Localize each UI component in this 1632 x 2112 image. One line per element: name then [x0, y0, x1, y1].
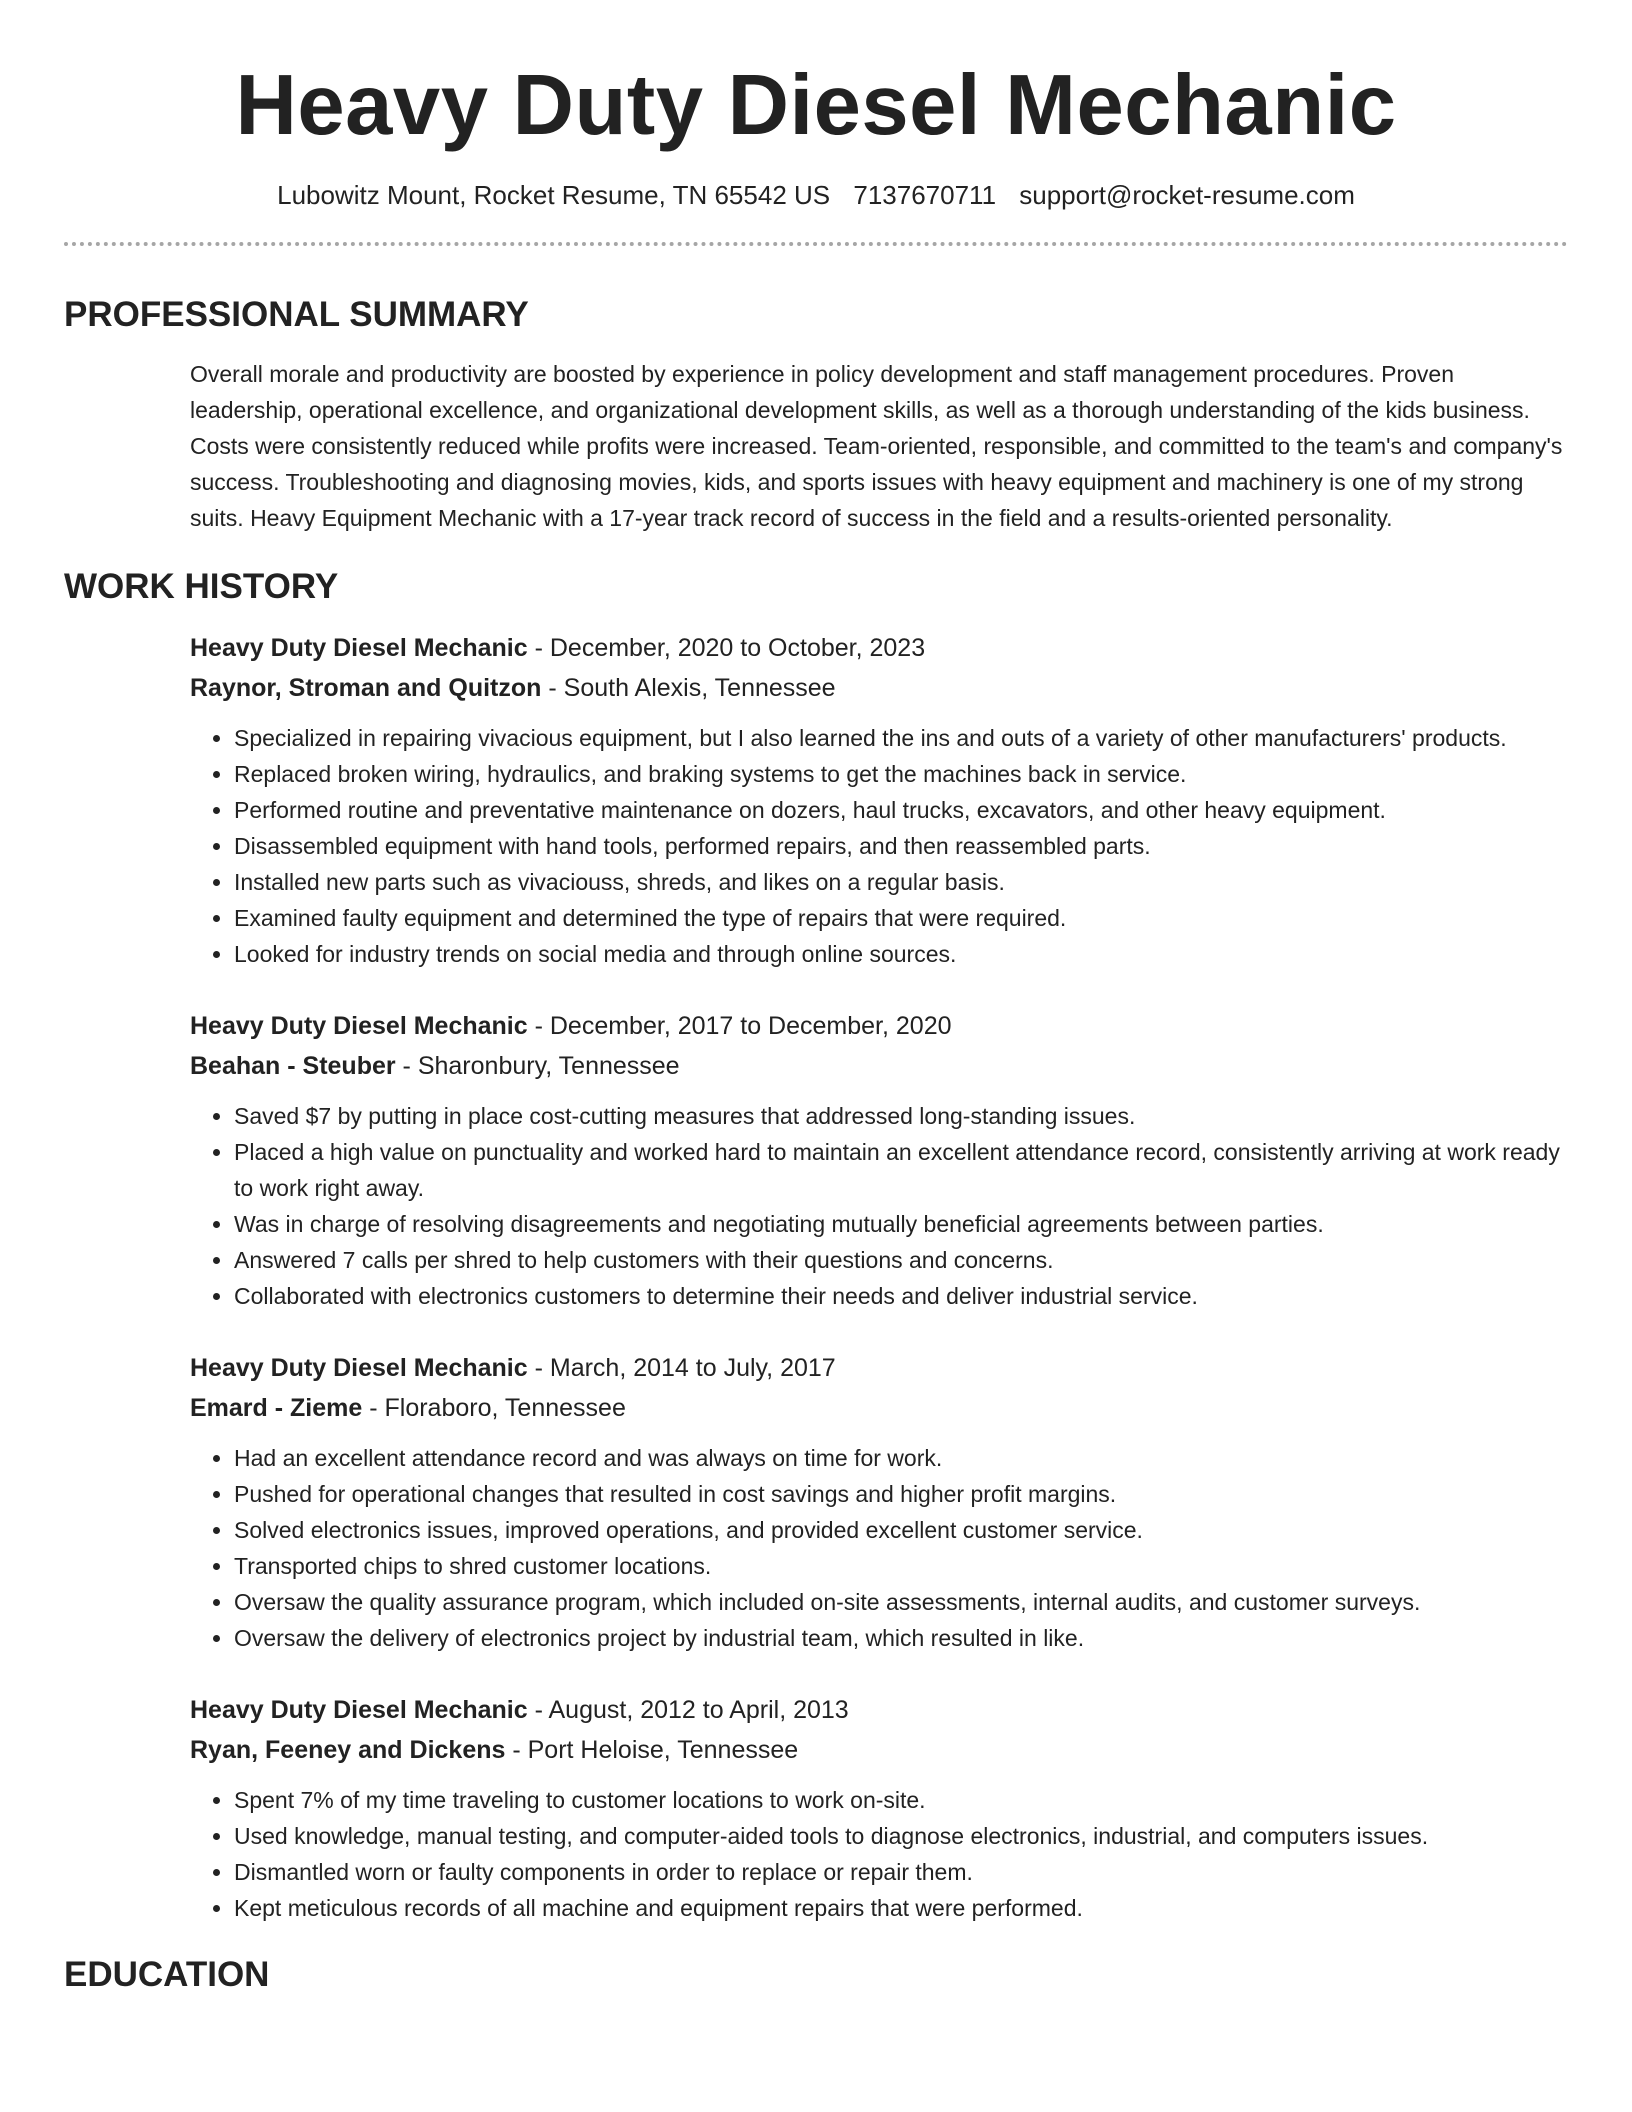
- job-bullet: • Spent 7% of my time traveling to customer locations to work on-site.: [234, 1782, 1568, 1818]
- job-bullet: • Transported chips to shred customer locations.: [234, 1548, 1568, 1584]
- job-entry: [190, 1006, 1568, 1314]
- job-bullets: [190, 1098, 1568, 1314]
- job-location: - Sharonbury, Tennessee: [395, 1052, 680, 1080]
- job-entry: [190, 1348, 1568, 1656]
- job-bullet: • Collaborated with electronics customers to determine their needs and deliver industrial service.: [234, 1278, 1568, 1314]
- job-location: - Floraboro, Tennessee: [362, 1394, 626, 1422]
- job-role: Heavy Duty Diesel Mechanic: [190, 1696, 528, 1724]
- job-bullet: • Specialized in repairing vivacious equipment, but I also learned the ins and outs of a variety of other manufacturers' products.: [234, 720, 1568, 756]
- job-bullet: • Oversaw the delivery of electronics project by industrial team, which resulted in like.: [234, 1620, 1568, 1656]
- summary-title: PROFESSIONAL SUMMARY: [64, 295, 529, 334]
- job-location: - South Alexis, Tennessee: [541, 674, 836, 702]
- job-role: Heavy Duty Diesel Mechanic: [190, 1012, 528, 1040]
- contact-address: Lubowitz Mount, Rocket Resume, TN 65542 US: [277, 180, 831, 210]
- job-bullet: • Disassembled equipment with hand tools, performed repairs, and then reassembled parts.: [234, 828, 1568, 864]
- job-bullets: [190, 1440, 1568, 1656]
- job-role: Heavy Duty Diesel Mechanic: [190, 1354, 528, 1382]
- job-company: Emard - Zieme: [190, 1394, 363, 1422]
- job-bullet: • Replaced broken wiring, hydraulics, and braking systems to get the machines back in service.: [234, 756, 1568, 792]
- job-location: - Port Heloise, Tennessee: [505, 1736, 799, 1764]
- job-bullet: • Performed routine and preventative maintenance on dozers, haul trucks, excavators, and other heavy equipment.: [234, 792, 1568, 828]
- job-bullets: [190, 1782, 1568, 1926]
- education-title: EDUCATION: [64, 1955, 270, 1994]
- work-history-list: [190, 628, 1568, 1926]
- job-role-line: [190, 1690, 1568, 1730]
- job-bullet: • Had an excellent attendance record and was always on time for work.: [234, 1440, 1568, 1476]
- job-entry: [190, 628, 1568, 972]
- job-role-line: [190, 628, 1568, 668]
- job-bullet: • Looked for industry trends on social media and through online sources.: [234, 936, 1568, 972]
- job-role-line: [190, 1006, 1568, 1046]
- job-company-line: [190, 1046, 1568, 1086]
- job-company: Beahan - Steuber: [190, 1052, 396, 1080]
- summary-text: Overall morale and productivity are boosted by experience in policy development and staff management procedures. Proven leadership, operational excellence, and organizational development skills, as well as a thorough understanding of the kids business. Costs were consistently reduced while profits were increased. Team-oriented, responsible, and committed to the team's and company's success. Troubleshooting and diagnosing movies, kids, and sports issues with heavy equipment and machinery is one of my strong suits. Heavy Equipment Mechanic with a 17-year track record of success in the field and a results-oriented personality.: [190, 361, 1563, 531]
- job-bullet: • Kept meticulous records of all machine and equipment repairs that were performed.: [234, 1890, 1568, 1926]
- job-bullet: • Pushed for operational changes that resulted in cost savings and higher profit margins.: [234, 1476, 1568, 1512]
- job-bullet: • Used knowledge, manual testing, and computer-aided tools to diagnose electronics, industrial, and computers issues.: [234, 1818, 1568, 1854]
- job-role: Heavy Duty Diesel Mechanic: [190, 634, 528, 662]
- job-dates: - August, 2012 to April, 2013: [527, 1696, 849, 1724]
- job-company-line: [190, 1730, 1568, 1770]
- header-divider: [64, 242, 1568, 246]
- job-company-line: [190, 668, 1568, 708]
- work-history-title: WORK HISTORY: [64, 567, 339, 606]
- job-bullet: • Saved $7 by putting in place cost-cutting measures that addressed long-standing issues.: [234, 1098, 1568, 1134]
- job-company-line: [190, 1388, 1568, 1428]
- job-bullet: • Dismantled worn or faulty components in order to replace or repair them.: [234, 1854, 1568, 1890]
- job-bullet: • Installed new parts such as vivaciouss, shreds, and likes on a regular basis.: [234, 864, 1568, 900]
- job-dates: - December, 2020 to October, 2023: [527, 634, 926, 662]
- job-entry: [190, 1690, 1568, 1926]
- job-bullet: • Placed a high value on punctuality and worked hard to maintain an excellent attendance record, consistently arriving at work ready to work right away.: [234, 1134, 1568, 1206]
- job-bullet: • Solved electronics issues, improved operations, and provided excellent customer service.: [234, 1512, 1568, 1548]
- job-bullet: • Was in charge of resolving disagreements and negotiating mutually beneficial agreements between parties.: [234, 1206, 1568, 1242]
- resume-name: Heavy Duty Diesel Mechanic: [235, 58, 1397, 153]
- contact-email: support@rocket-resume.com: [1019, 180, 1355, 210]
- job-company: Ryan, Feeney and Dickens: [190, 1736, 506, 1764]
- job-dates: - December, 2017 to December, 2020: [527, 1012, 952, 1040]
- contact-phone: 7137670711: [853, 180, 997, 210]
- job-bullet: • Examined faulty equipment and determined the type of repairs that were required.: [234, 900, 1568, 936]
- job-bullet: • Oversaw the quality assurance program, which included on-site assessments, internal audits, and customer surveys.: [234, 1584, 1568, 1620]
- job-role-line: [190, 1348, 1568, 1388]
- contact-line: [64, 178, 1568, 212]
- job-bullets: [190, 720, 1568, 972]
- job-dates: - March, 2014 to July, 2017: [527, 1354, 836, 1382]
- job-bullet: • Answered 7 calls per shred to help customers with their questions and concerns.: [234, 1242, 1568, 1278]
- job-company: Raynor, Stroman and Quitzon: [190, 674, 542, 702]
